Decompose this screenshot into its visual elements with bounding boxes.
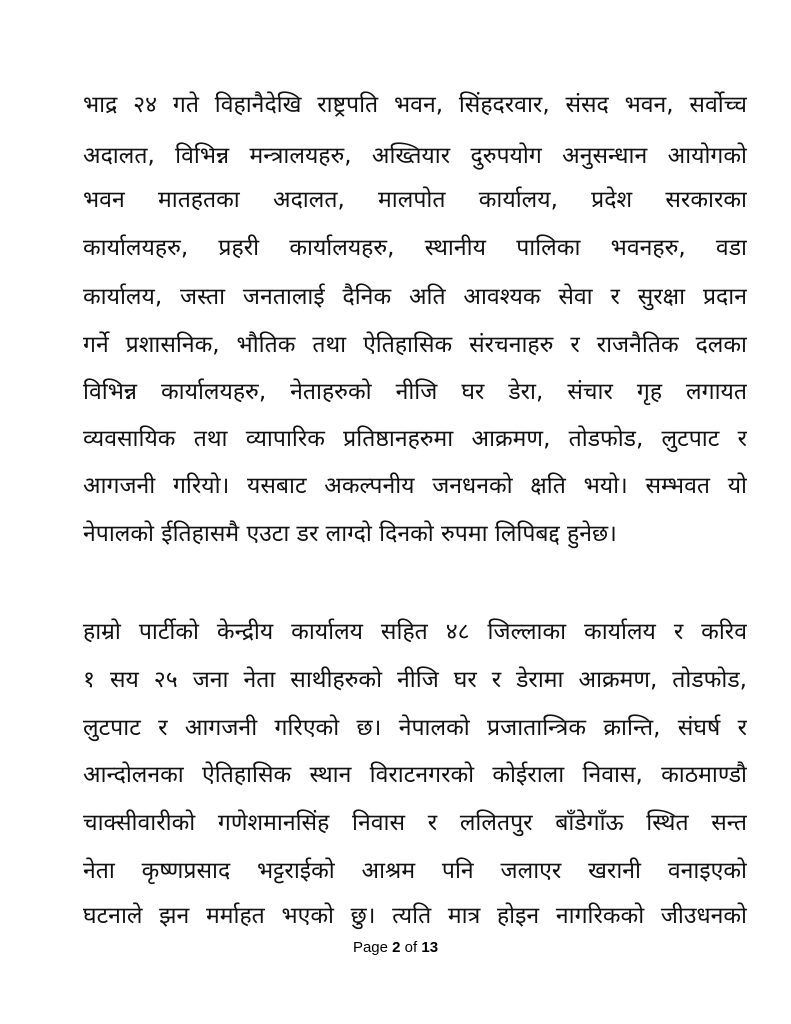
paragraph-line: भाद्र २४ गते विहानैदेखि राष्ट्रपति भवन, सिंहदरवार, संसद भवन, सर्वोच्च xyxy=(83,92,747,118)
paragraph-line: चाक्सीवारीको गणेशमानसिंह निवास र ललितपुर बाँडेगाँऊ स्थित सन्त xyxy=(83,810,747,836)
paragraph-line: लुटपाट र आगजनी गरिएको छ। नेपालको प्रजातान्त्रिक क्रान्ति, संघर्ष र xyxy=(83,715,747,741)
paragraph-line: भवन मातहतका अदालत, मालपोत कार्यालय, प्रदेश सरकारका xyxy=(83,187,747,213)
page-of-label: of xyxy=(404,939,418,956)
paragraph-line: विभिन्न कार्यालयहरु, नेताहरुको नीजि घर डेरा, संचार गृह लगायत xyxy=(83,379,747,405)
page-footer xyxy=(0,936,791,960)
paragraph-line: अदालत, विभिन्न मन्त्रालयहरु, अख्तियार दुरुपयोग अनुसन्धान आयोगको xyxy=(83,143,747,169)
paragraph-line: हाम्रो पार्टीको केन्द्रीय कार्यालय सहित ४८ जिल्लाका कार्यालय र करिव xyxy=(83,619,747,645)
paragraph-line: आगजनी गरियो। यसबाट अकल्पनीय जनधनको क्षति भयो। सम्भवत यो xyxy=(83,473,747,499)
paragraph-line: गर्ने प्रशासनिक, भौतिक तथा ऐतिहासिक संरचनाहरु र राजनैतिक दलका xyxy=(83,332,747,358)
current-page-number: 2 xyxy=(392,939,401,956)
paragraph-line: नेता कृष्णप्रसाद भट्टराईको आश्रम पनि जलाएर खरानी वनाइएको xyxy=(83,858,747,884)
paragraph-line: १ सय २५ जना नेता साथीहरुको नीजि घर र डेरामा आक्रमण, तोडफोड, xyxy=(83,667,747,693)
paragraph-line: आन्दोलनका ऐतिहासिक स्थान विराटनगरको कोईराला निवास, काठमाण्डौ xyxy=(83,762,747,788)
page-label: Page xyxy=(352,939,388,956)
paragraph-line: व्यवसायिक तथा व्यापारिक प्रतिष्ठानहरुमा आक्रमण, तोडफोड, लुटपाट र xyxy=(83,426,747,452)
total-page-count: 13 xyxy=(421,939,439,956)
paragraph-line: घटनाले झन मर्माहत भएको छु। त्यति मात्र होइन नागरिकको जीउधनको xyxy=(83,903,747,929)
paragraph-line: नेपालको ईतिहासमै एउटा डर लाग्दो दिनको रुपमा लिपिबद्द हुनेछ। xyxy=(83,521,617,547)
paragraph-line: कार्यालयहरु, प्रहरी कार्यालयहरु, स्थानीय पालिका भवनहरु, वडा xyxy=(83,235,747,261)
paragraph-line: कार्यालय, जस्ता जनतालाई दैनिक अति आवश्यक सेवा र सुरक्षा प्रदान xyxy=(83,284,747,310)
